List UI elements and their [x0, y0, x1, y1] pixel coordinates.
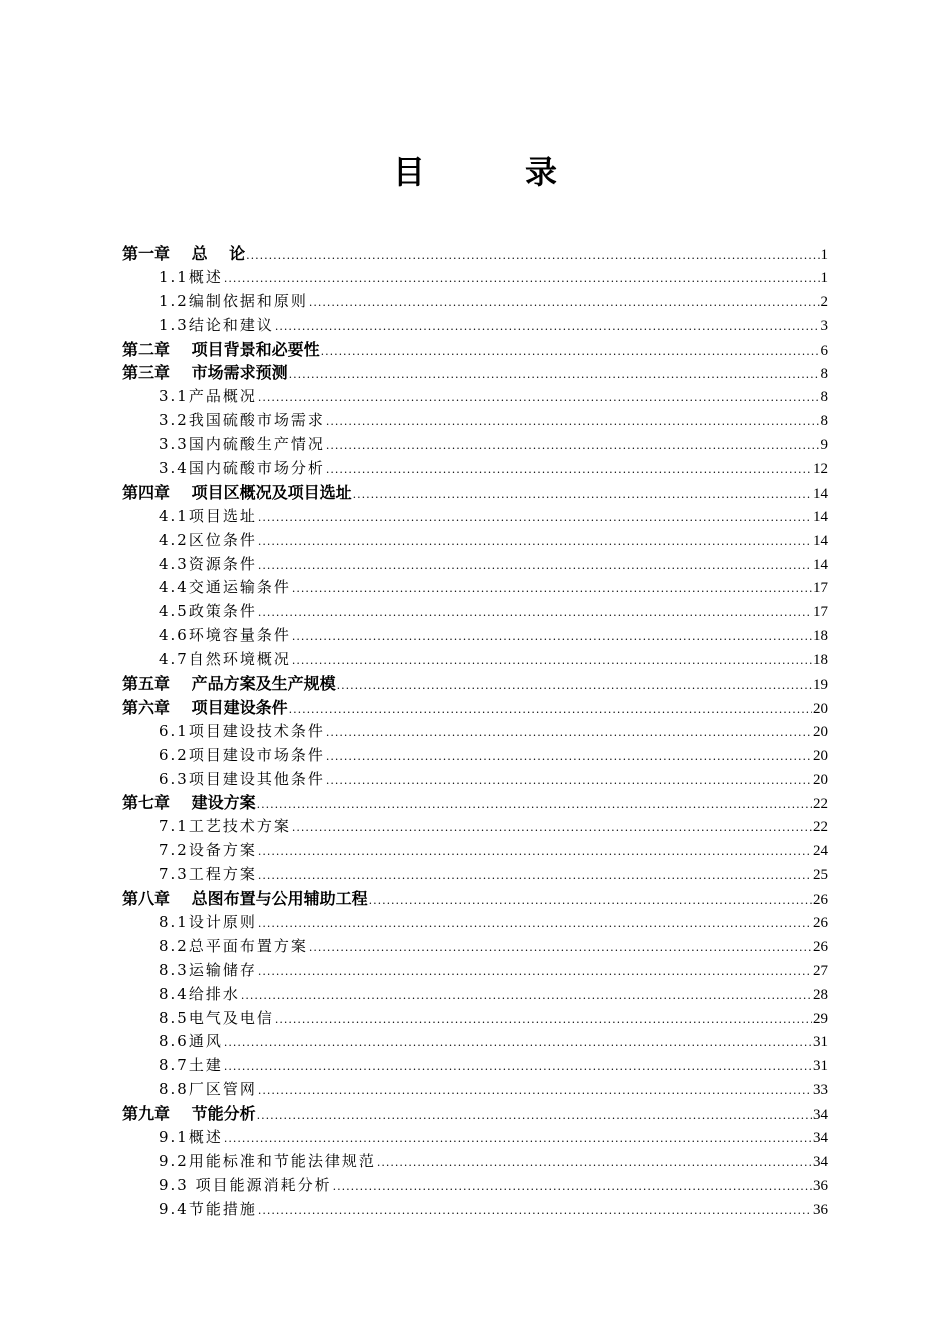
dot-leader	[258, 506, 812, 530]
dot-leader	[309, 936, 812, 960]
table-of-contents	[122, 242, 828, 1222]
toc-entry-label: 4.3资源条件	[159, 554, 257, 573]
toc-entry-page-number: 31	[813, 1058, 828, 1075]
toc-entry-label: 8.6通风	[159, 1032, 223, 1051]
toc-entry-page-number: 26	[813, 938, 828, 955]
toc-entry-label: 7.3工程方案	[159, 865, 257, 884]
toc-section-entry[interactable]	[122, 1150, 828, 1174]
toc-chapter-entry[interactable]	[122, 887, 828, 911]
dot-leader	[258, 960, 812, 984]
toc-entry-page-number: 14	[813, 485, 828, 502]
dot-leader	[292, 649, 812, 673]
toc-section-entry[interactable]	[122, 648, 828, 672]
toc-entry-page-number: 22	[813, 796, 828, 813]
toc-entry-label: 4.1项目选址	[159, 506, 257, 525]
toc-entry-page-number: 3	[820, 317, 828, 334]
toc-section-entry[interactable]	[122, 983, 828, 1007]
toc-entry-label: 8.3运输储存	[159, 960, 257, 979]
toc-section-entry[interactable]	[122, 314, 828, 338]
toc-entry-label: 6.2项目建设市场条件	[159, 745, 325, 764]
dot-leader	[224, 1055, 812, 1079]
toc-entry-label: 8.8厂区管网	[159, 1080, 257, 1099]
toc-chapter-entry[interactable]	[122, 1102, 828, 1126]
dot-leader	[258, 601, 812, 625]
toc-section-entry[interactable]	[122, 720, 828, 744]
toc-entry-page-number: 31	[813, 1034, 828, 1051]
dot-leader	[289, 363, 820, 387]
toc-entry-page-number: 14	[813, 556, 828, 573]
toc-entry-page-number: 27	[813, 962, 828, 979]
dot-leader	[241, 984, 812, 1008]
toc-section-entry[interactable]	[122, 457, 828, 481]
toc-section-entry[interactable]	[122, 385, 828, 409]
toc-entry-page-number: 19	[813, 677, 828, 694]
toc-entry-page-number: 36	[813, 1201, 828, 1218]
toc-entry-page-number: 18	[813, 628, 828, 645]
dot-leader	[224, 1127, 812, 1151]
toc-chapter-entry[interactable]	[122, 696, 828, 720]
toc-entry-label: 9.2用能标准和节能法律规范	[159, 1151, 376, 1170]
page-title: 目 录	[392, 153, 591, 191]
toc-entry-page-number: 14	[813, 532, 828, 549]
toc-entry-label: 第三章 市场需求预测	[122, 363, 288, 383]
toc-entry-label: 第八章 总图布置与公用辅助工程	[122, 889, 368, 909]
dot-leader	[246, 244, 819, 268]
dot-leader	[258, 1079, 812, 1103]
toc-entry-page-number: 33	[813, 1082, 828, 1099]
toc-section-entry[interactable]	[122, 1054, 828, 1078]
toc-section-entry[interactable]	[122, 409, 828, 433]
toc-chapter-entry[interactable]	[122, 672, 828, 696]
toc-entry-label: 4.2区位条件	[159, 530, 257, 549]
toc-section-entry[interactable]	[122, 576, 828, 600]
toc-entry-page-number: 17	[813, 580, 828, 597]
toc-entry-label: 第九章 节能分析	[122, 1104, 256, 1124]
dot-leader	[326, 745, 812, 769]
toc-section-entry[interactable]	[122, 1174, 828, 1198]
toc-entry-page-number: 24	[813, 843, 828, 860]
toc-entry-page-number: 17	[813, 604, 828, 621]
toc-entry-page-number: 26	[813, 914, 828, 931]
toc-entry-label: 4.7自然环境概况	[159, 650, 291, 669]
dot-leader	[292, 625, 812, 649]
dot-leader	[326, 721, 812, 745]
toc-entry-page-number: 14	[813, 508, 828, 525]
toc-section-entry[interactable]	[122, 911, 828, 935]
toc-entry-page-number: 36	[813, 1177, 828, 1194]
dot-leader	[321, 340, 820, 364]
toc-entry-label: 8.1设计原则	[159, 912, 257, 931]
toc-entry-label: 第六章 项目建设条件	[122, 697, 288, 717]
toc-entry-label: 3.1产品概况	[159, 387, 257, 406]
toc-entry-page-number: 1	[820, 269, 828, 286]
toc-section-entry[interactable]	[122, 290, 828, 314]
toc-chapter-entry[interactable]	[122, 338, 828, 362]
toc-entry-label: 7.2设备方案	[159, 841, 257, 860]
toc-section-entry[interactable]	[122, 1198, 828, 1222]
toc-section-entry[interactable]	[122, 505, 828, 529]
dot-leader	[275, 1008, 812, 1032]
toc-section-entry[interactable]	[122, 863, 828, 887]
dot-leader	[275, 315, 820, 339]
toc-entry-page-number: 34	[813, 1107, 828, 1124]
toc-entry-page-number: 20	[813, 700, 828, 717]
toc-entry-label: 1.1概述	[159, 267, 223, 286]
toc-entry-page-number: 20	[813, 723, 828, 740]
toc-entry-label: 9.3 项目能源消耗分析	[159, 1175, 332, 1194]
toc-section-entry[interactable]	[122, 624, 828, 648]
dot-leader	[258, 864, 812, 888]
toc-section-entry[interactable]	[122, 553, 828, 577]
toc-entry-label: 6.3项目建设其他条件	[159, 769, 325, 788]
toc-entry-label: 8.4给排水	[159, 984, 240, 1003]
toc-section-entry[interactable]	[122, 1030, 828, 1054]
toc-entry-label: 第七章 建设方案	[122, 793, 256, 813]
toc-entry-page-number: 9	[820, 437, 828, 454]
toc-entry-label: 9.1概述	[159, 1127, 223, 1146]
toc-section-entry[interactable]	[122, 1078, 828, 1102]
toc-entry-label: 3.3国内硫酸生产情况	[159, 435, 325, 454]
toc-entry-label: 3.2我国硫酸市场需求	[159, 411, 325, 430]
dot-leader	[289, 698, 812, 722]
toc-section-entry[interactable]	[122, 768, 828, 792]
toc-entry-label: 1.2编制依据和原则	[159, 291, 308, 310]
toc-section-entry[interactable]	[122, 600, 828, 624]
toc-entry-page-number: 8	[820, 413, 828, 430]
dot-leader	[326, 458, 812, 482]
toc-section-entry[interactable]	[122, 815, 828, 839]
dot-leader	[353, 483, 812, 507]
toc-section-entry[interactable]	[122, 935, 828, 959]
dot-leader	[258, 386, 820, 410]
toc-section-entry[interactable]	[122, 839, 828, 863]
dot-leader	[377, 1151, 812, 1175]
toc-entry-page-number: 8	[820, 366, 828, 383]
dot-leader	[337, 674, 812, 698]
toc-entry-page-number: 20	[813, 747, 828, 764]
dot-leader	[326, 434, 820, 458]
toc-section-entry[interactable]	[122, 744, 828, 768]
toc-entry-label: 第五章 产品方案及生产规模	[122, 674, 336, 694]
dot-leader	[333, 1175, 812, 1199]
toc-entry-page-number: 1	[820, 247, 828, 263]
toc-entry-page-number: 22	[813, 819, 828, 836]
toc-section-entry[interactable]	[122, 529, 828, 553]
toc-chapter-entry[interactable]	[122, 481, 828, 505]
toc-entry-page-number: 6	[820, 342, 828, 359]
toc-entry-label: 第二章 项目背景和必要性	[122, 339, 320, 359]
dot-leader	[369, 889, 812, 913]
toc-entry-label: 3.4国内硫酸市场分析	[159, 459, 325, 478]
toc-entry-page-number: 12	[813, 461, 828, 478]
toc-entry-page-number: 34	[813, 1153, 828, 1170]
toc-entry-label: 1.3结论和建议	[159, 315, 274, 334]
dot-leader	[309, 291, 820, 315]
toc-entry-page-number: 20	[813, 771, 828, 788]
toc-entry-label: 第一章 总 论	[122, 244, 246, 263]
dot-leader	[326, 769, 812, 793]
dot-leader	[258, 1199, 812, 1223]
toc-section-entry[interactable]	[122, 433, 828, 457]
toc-chapter-entry[interactable]	[122, 361, 828, 385]
dot-leader	[292, 577, 812, 601]
toc-entry-page-number: 29	[813, 1010, 828, 1027]
dot-leader	[257, 1104, 812, 1128]
toc-entry-label: 8.7土建	[159, 1056, 223, 1075]
toc-entry-page-number: 28	[813, 986, 828, 1003]
toc-entry-label: 8.5电气及电信	[159, 1008, 274, 1027]
toc-section-entry[interactable]	[122, 266, 828, 290]
toc-entry-label: 4.5政策条件	[159, 602, 257, 621]
dot-leader	[224, 1031, 812, 1055]
toc-section-entry[interactable]	[122, 959, 828, 983]
dot-leader	[257, 793, 812, 817]
toc-entry-label: 4.6环境容量条件	[159, 626, 291, 645]
toc-entry-label: 8.2总平面布置方案	[159, 936, 308, 955]
dot-leader	[258, 912, 812, 936]
toc-section-entry[interactable]	[122, 1126, 828, 1150]
dot-leader	[326, 410, 820, 434]
toc-section-entry[interactable]	[122, 1007, 828, 1031]
dot-leader	[292, 816, 812, 840]
toc-chapter-entry[interactable]	[122, 242, 828, 266]
toc-entry-page-number: 2	[820, 293, 828, 310]
toc-entry-page-number: 34	[813, 1129, 828, 1146]
dot-leader	[258, 840, 812, 864]
toc-entry-label: 第四章 项目区概况及项目选址	[122, 482, 352, 502]
toc-entry-page-number: 25	[813, 867, 828, 884]
toc-entry-label: 4.4交通运输条件	[159, 578, 291, 597]
toc-entry-label: 6.1项目建设技术条件	[159, 721, 325, 740]
dot-leader	[258, 554, 812, 578]
dot-leader	[258, 530, 812, 554]
toc-entry-page-number: 26	[813, 892, 828, 909]
toc-entry-page-number: 18	[813, 652, 828, 669]
toc-entry-label: 7.1工艺技术方案	[159, 817, 291, 836]
toc-chapter-entry[interactable]	[122, 791, 828, 815]
toc-entry-label: 9.4节能措施	[159, 1199, 257, 1218]
dot-leader	[224, 267, 820, 291]
toc-entry-page-number: 8	[820, 389, 828, 406]
